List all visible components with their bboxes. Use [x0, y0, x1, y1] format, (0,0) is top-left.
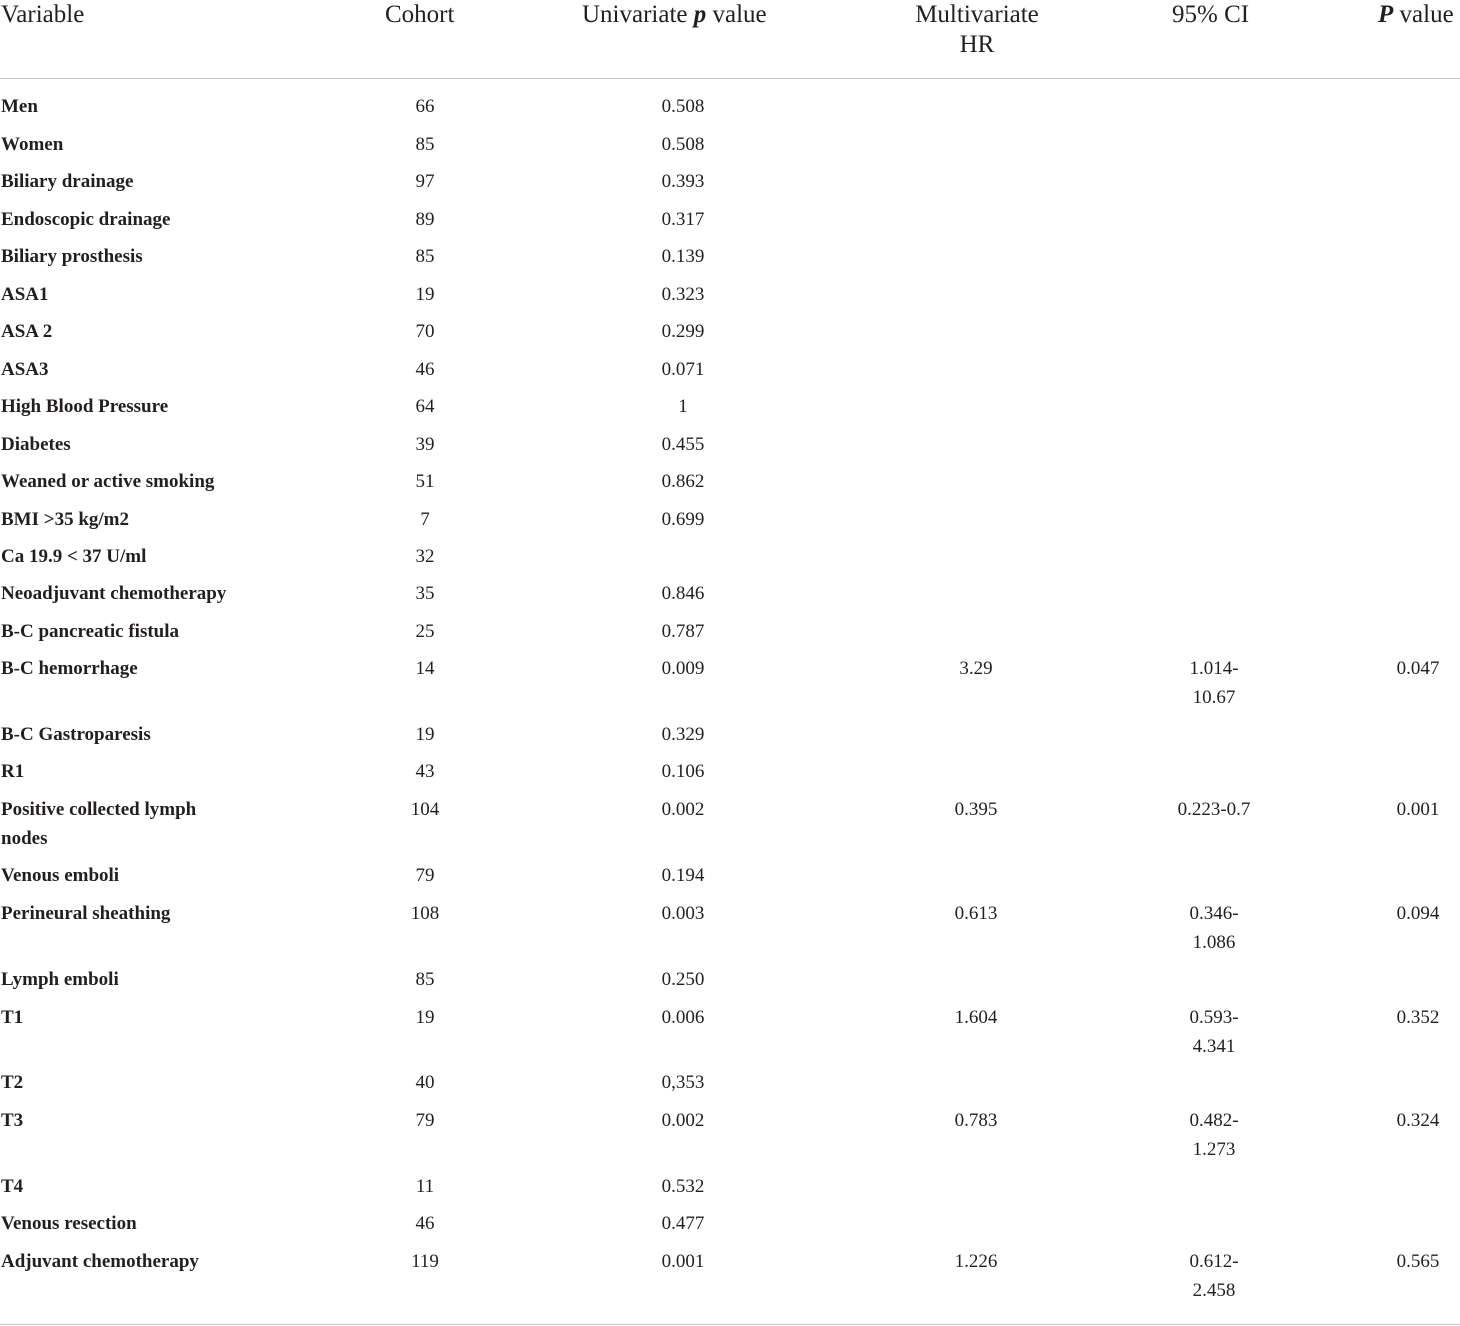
row-univariate-p: 0.455 [661, 434, 705, 455]
row-variable: BMI >35 kg/m2 [1, 509, 129, 530]
row-cohort: 46 [415, 359, 435, 380]
row-variable: ASA3 [1, 359, 49, 380]
row-cohort: 46 [415, 1213, 435, 1234]
row-variable: T4 [1, 1176, 24, 1197]
row-univariate-p: 0.009 [661, 658, 705, 679]
row-cohort: 19 [415, 724, 435, 745]
header-multivariate-line2: HR [959, 31, 995, 58]
row-ci: 0.482- 1.273 [1189, 1110, 1239, 1160]
row-univariate-p: 0.250 [661, 969, 705, 990]
row-cohort: 108 [410, 903, 440, 924]
row-variable: B-C Gastroparesis [1, 724, 151, 745]
row-variable: Venous resection [1, 1213, 137, 1234]
row-variable: Weaned or active smoking [1, 471, 215, 492]
row-univariate-p: 0.846 [661, 583, 705, 604]
bottom-rule [0, 1324, 1460, 1325]
row-variable: Neoadjuvant chemotherapy [1, 583, 227, 604]
row-cohort: 104 [410, 799, 440, 820]
row-univariate-p: 0.003 [661, 903, 705, 924]
row-multivariate-hr: 1.604 [954, 1007, 998, 1028]
row-ci: 0.612- 2.458 [1189, 1251, 1239, 1301]
row-cohort: 11 [415, 1176, 435, 1197]
row-univariate-p: 0.139 [661, 246, 705, 267]
row-p-value: 0.324 [1396, 1110, 1440, 1131]
row-multivariate-hr: 0.395 [954, 799, 998, 820]
row-cohort: 79 [415, 1110, 435, 1131]
row-univariate-p: 0.194 [661, 865, 705, 886]
row-cohort: 35 [415, 583, 435, 604]
row-cohort: 119 [411, 1251, 439, 1272]
row-cohort: 64 [415, 396, 435, 417]
row-univariate-p: 0.002 [661, 799, 705, 820]
row-univariate-p: 0.477 [661, 1213, 705, 1234]
row-cohort: 25 [415, 621, 435, 642]
row-p-value: 0.352 [1396, 1007, 1440, 1028]
row-univariate-p: 0.323 [661, 284, 705, 305]
row-p-value: 0.001 [1396, 799, 1440, 820]
row-variable: Perineural sheathing [1, 903, 171, 924]
row-variable: Endoscopic drainage [1, 209, 171, 230]
header-cohort: Cohort [385, 1, 455, 28]
row-ci: 0.593- 4.341 [1189, 1007, 1239, 1057]
row-univariate-p: 0.329 [661, 724, 705, 745]
row-univariate-p: 0.001 [661, 1251, 705, 1272]
header-pvalue-suffix: value [1393, 1, 1454, 28]
row-cohort: 32 [415, 546, 435, 567]
row-variable: B-C hemorrhage [1, 658, 138, 679]
row-cohort: 85 [415, 246, 435, 267]
row-univariate-p: 0.002 [661, 1110, 705, 1131]
row-p-value: 0.094 [1396, 903, 1440, 924]
table-header [0, 0, 1460, 79]
row-variable: Lymph emboli [1, 969, 119, 990]
row-ci: 0.223-0.7 [1177, 799, 1251, 820]
row-variable: Men [1, 96, 38, 117]
row-variable: High Blood Pressure [1, 396, 169, 417]
row-univariate-p: 0.317 [661, 209, 705, 230]
row-cohort: 43 [415, 761, 435, 782]
header-multivariate-line1: Multivariate [915, 1, 1039, 28]
row-cohort: 19 [415, 284, 435, 305]
row-cohort: 66 [415, 96, 435, 117]
row-cohort: 85 [415, 969, 435, 990]
row-univariate-p: 0.508 [661, 96, 705, 117]
row-variable: R1 [1, 761, 25, 782]
row-univariate-p: 0.532 [661, 1176, 705, 1197]
row-cohort: 79 [415, 865, 435, 886]
header-univariate-prefix: Univariate [582, 1, 694, 28]
row-univariate-p: 0.071 [661, 359, 705, 380]
header-multivariate [897, 0, 1057, 60]
row-univariate-p: 0.106 [661, 761, 705, 782]
row-variable: B-C pancreatic fistula [1, 621, 180, 642]
row-variable: Positive collected lymph nodes [1, 799, 197, 849]
row-variable: T3 [1, 1110, 24, 1131]
row-multivariate-hr: 3.29 [959, 658, 993, 679]
row-cohort: 19 [415, 1007, 435, 1028]
row-p-value: 0.047 [1396, 658, 1440, 679]
row-univariate-p: 0,353 [661, 1072, 705, 1093]
row-variable: Ca 19.9 < 37 U/ml [1, 546, 147, 567]
row-variable: Venous emboli [1, 865, 120, 886]
row-variable: T2 [1, 1072, 24, 1093]
row-univariate-p: 0.299 [661, 321, 705, 342]
row-variable: Biliary prosthesis [1, 246, 143, 267]
row-cohort: 7 [420, 509, 430, 530]
header-univariate [582, 0, 767, 30]
row-variable: ASA 2 [1, 321, 53, 342]
row-cohort: 70 [415, 321, 435, 342]
row-univariate-p: 1 [678, 396, 688, 417]
row-univariate-p: 0.699 [661, 509, 705, 530]
row-multivariate-hr: 0.783 [954, 1110, 998, 1131]
row-cohort: 89 [415, 209, 435, 230]
row-cohort: 14 [415, 658, 435, 679]
header-ci: 95% CI [1172, 1, 1250, 28]
row-cohort: 97 [415, 171, 435, 192]
header-univariate-italic: p [693, 1, 707, 28]
row-ci: 0.346- 1.086 [1189, 903, 1239, 953]
row-cohort: 85 [415, 134, 435, 155]
row-univariate-p: 0.393 [661, 171, 705, 192]
header-pvalue [1378, 0, 1454, 30]
header-variable: Variable [1, 1, 85, 28]
row-univariate-p: 0.006 [661, 1007, 705, 1028]
row-multivariate-hr: 0.613 [954, 903, 998, 924]
row-variable: Diabetes [1, 434, 71, 455]
row-variable: ASA1 [1, 284, 49, 305]
row-variable: Women [1, 134, 64, 155]
row-multivariate-hr: 1.226 [954, 1251, 998, 1272]
header-univariate-suffix: value [706, 1, 767, 28]
row-variable: T1 [1, 1007, 24, 1028]
row-cohort: 40 [415, 1072, 435, 1093]
row-p-value: 0.565 [1396, 1251, 1440, 1272]
row-univariate-p: 0.508 [661, 134, 705, 155]
header-pvalue-italic: P [1378, 1, 1394, 28]
row-variable: Biliary drainage [1, 171, 134, 192]
row-variable: Adjuvant chemotherapy [1, 1251, 199, 1272]
row-ci: 1.014- 10.67 [1189, 658, 1239, 708]
row-univariate-p: 0.862 [661, 471, 705, 492]
row-cohort: 39 [415, 434, 435, 455]
row-univariate-p: 0.787 [661, 621, 705, 642]
row-cohort: 51 [415, 471, 435, 492]
